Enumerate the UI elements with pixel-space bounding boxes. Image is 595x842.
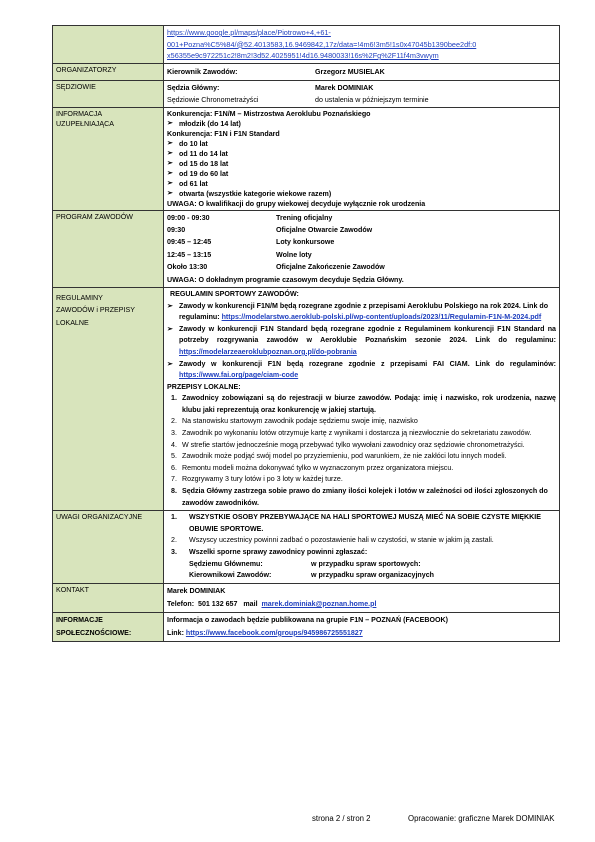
remark-sub-item [167, 570, 556, 582]
competition-info-table [52, 25, 560, 642]
local-rule-item: 4. W strefie startów jednocześnie mogą przebywać tylko wywołani zawodnicy oraz sędziowie chronometrażyści. [171, 440, 525, 449]
social-label-line: INFORMACJE [56, 615, 103, 624]
sport-rule-item [167, 324, 556, 359]
remark-text: Wszelki sporne sprawy zawodnicy powinni zgłaszać: [189, 548, 368, 556]
remark-item: 2. Wszyscy uczestnicy powinni zadbać o pozostawienie hali w czystości, w stanie w jakim ją zastali. [171, 536, 494, 545]
remark-item: 1. WSZYSTKIE OSOBY PRZEBYWAJĄCE NA HALI SPORTOWEJ MUSZĄ MIEĆ NA SOBIE CZYSTE MIĘKKIE OBUWIE SPORTOWE. [171, 513, 541, 533]
map-link-row [53, 26, 560, 64]
footer-credit: Opracowanie: graficzne Marek DOMINIAK [408, 814, 555, 823]
rules-row [53, 287, 560, 510]
sport-rule-link[interactable]: https://modelarstwo.aeroklub-polski.pl/wp-content/uploads/2023/11/Regulamin-F1N-M-2024.pdf [221, 313, 542, 322]
social-text: Informacja o zawodach będzie publikowana na grupie F1N – POZNAŃ (FACEBOOK) [167, 615, 449, 624]
social-label-line: SPOŁECZNOŚCIOWE: [56, 628, 132, 637]
local-rule-text: Zawodnik po wykonaniu lotów otrzymuje kartę z wynikami i dostarcza ją niezwłocznie do sekretariatu zawodów. [182, 429, 532, 438]
rules-label [53, 287, 164, 510]
program-event: Trening oficjalny [276, 213, 333, 222]
category-item: ➢ od 11 do 14 lat [167, 149, 556, 159]
organizer-role: Kierownik Zawodów: [167, 67, 238, 76]
program-row [53, 210, 560, 287]
local-rule-text: W strefie startów jednocześnie mogą przebywać tylko wywołani zawodnicy oraz sędziowie chronometrażyści. [182, 440, 525, 449]
remark-sub-what: w przypadku spraw organizacyjnych [311, 571, 434, 580]
local-rule-text: Zawodnicy zobowiązani są do rejestracji w biurze zawodów. Podają: imię i nazwisko, rok urodzenia, nazwę klubu jaki reprezentują oraz konkurencję w jakiej startują. [182, 394, 556, 414]
category-item: ➢ otwarta (wszystkie kategorie wiekowe razem) [167, 189, 556, 199]
program-label: PROGRAM ZAWODÓW [53, 210, 164, 287]
program-cell [164, 210, 560, 287]
sport-rule-item [167, 301, 556, 324]
local-rule-item: 2. Na stanowisku startowym zawodnik podaje sędziemu swoje imię, nazwisko [171, 417, 418, 426]
contact-email-link[interactable]: marek.dominiak@poznan.home.pl [261, 599, 377, 608]
judge-name: Marek DOMINIAK [315, 83, 374, 92]
sport-rules-title: REGULAMIN SPORTOWY ZAWODÓW: [170, 289, 299, 298]
local-rule-text: Rozgrywamy 3 tury lotów i po 3 loty w każdej turze. [182, 475, 343, 484]
program-event: Loty konkursowe [276, 238, 335, 247]
info-label-line: UZUPEŁNIAJĄCA [56, 119, 114, 128]
rules-label-line: ZAWODÓW i PRZEPISY [56, 306, 135, 315]
program-event: Oficjalne Zakończenie Zawodów [276, 263, 385, 272]
judge-name: do ustalenia w późniejszym terminie [315, 95, 429, 104]
rules-label-line: REGULAMINY [56, 293, 103, 302]
contact-label: KONTAKT [53, 583, 164, 612]
remarks-cell [164, 511, 560, 584]
judge-role: Sędzia Główny: [167, 83, 220, 92]
sport-rule-link[interactable]: https://modelarzeaeroklubpoznan.org.pl/do-pobrania [179, 347, 357, 356]
map-link-line[interactable]: https://www.google.pl/maps/place/Piotrowo+4,+61- [167, 28, 331, 37]
program-time: Około 13:30 [167, 263, 208, 272]
contact-cell [164, 583, 560, 612]
program-event: Wolne loty [276, 250, 312, 259]
info-row [53, 107, 560, 210]
remark-sub-who: Sędziemu Głównemu: [189, 559, 263, 568]
remark-text: WSZYSTKIE OSOBY PRZEBYWAJĄCE NA HALI SPORTOWEJ MUSZĄ MIEĆ NA SOBIE CZYSTE MIĘKKIE OBUWIE SPORTOWE. [189, 513, 541, 533]
local-rule-item: 1. Zawodnicy zobowiązani są do rejestracji w biurze zawodów. Podają: imię i nazwisko, rok urodzenia, nazwę klubu jaki reprezentują oraz konkurencję w jakiej startują. [171, 394, 556, 414]
program-entry [167, 224, 556, 236]
info-label [53, 107, 164, 210]
program-event: Oficjalne Otwarcie Zawodów [276, 225, 373, 234]
organizer-name: Grzegorz MUSIELAK [315, 67, 385, 76]
local-rule-text: Na stanowisku startowym zawodnik podaje sędziemu swoje imię, nazwisko [182, 417, 418, 426]
judge-role: Sędziowie Chronometrażyści [167, 95, 259, 104]
page-number: strona 2 / stron 2 [312, 814, 371, 823]
contact-phone: Telefon: 501 132 657 mail [167, 599, 262, 608]
category-item: ➢ od 15 do 18 lat [167, 159, 556, 169]
local-rule-item: 6. Remontu modeli można dokonywać tylko w wyznaczonym przez organizatora miejscu. [171, 463, 454, 472]
sport-rule-text: Zawody w konkurencji F1N Standard będą rozegrane zgodnie z Regulaminem konkurencji F1N Standard na potrzeby rozgrywania zawodów w Aeroklubie Poznańskim sezonie 2024. Link do regulaminu: [179, 324, 556, 345]
social-link-label: Link: [167, 628, 186, 637]
category-item: ➢ od 19 do 60 lat [167, 169, 556, 179]
local-rule-text: Remontu modeli można dokonywać tylko w wyznaczonym przez organizatora miejscu. [182, 463, 454, 472]
contact-row [53, 583, 560, 612]
sport-rule-item [167, 359, 556, 382]
program-entry [167, 261, 556, 273]
sport-rule-text: Zawody w konkurencji F1N/M będą rozegrane zgodnie z przepisami Aeroklubu Polskiego na rok 2024. Link do regulaminu: [179, 301, 549, 322]
remarks-label: UWAGI ORGANIZACYJNE [53, 511, 164, 584]
program-time: 09:45 – 12:45 [167, 238, 212, 247]
map-link-line[interactable]: x56355e9c972251c2!8m2!3d52.4025951!4d16.9480033!16s%2Fg%2F11f4m3vwym [167, 51, 439, 60]
local-rule-text: Zawodnik może podjąć swój model po przyziemieniu, pod warunkiem, że nie zakłóci lotu innych modeli. [182, 452, 507, 461]
sport-rule-text: Zawody w konkurencji F1N będą rozegrane zgodnie z przepisami FAI CIAM. Link do regulaminów: [179, 359, 556, 368]
contact-name: Marek DOMINIAK [167, 586, 226, 595]
program-time: 12:45 – 13:15 [167, 250, 212, 259]
organizers-row [53, 63, 560, 80]
category-item: ➢ młodzik (do 14 lat) [167, 119, 556, 129]
judges-label: SĘDZIOWIE [53, 80, 164, 107]
local-rule-item: 8. Sędzia Główny zastrzega sobie prawo do zmiany ilości kolejek i lotów w zależności od ilości zgłoszonych do zawodów zawodników. [171, 487, 548, 507]
organizers-cell [164, 63, 560, 80]
program-note: UWAGA: O dokładnym programie czasowym decyduje Sędzia Główny. [167, 275, 404, 284]
remarks-row [53, 511, 560, 584]
program-entry [167, 236, 556, 248]
rules-cell [164, 287, 560, 510]
rules-label-line: LOKALNE [56, 318, 89, 327]
category-item: ➢ do 10 lat [167, 139, 556, 149]
local-rule-item: 5. Zawodnik może podjąć swój model po przyziemieniu, pod warunkiem, że nie zakłóci lotu innych modeli. [171, 452, 507, 461]
map-link-line[interactable]: 001+Pozna%C5%84/@52.4013583,16.9469842,17z/data=!4m6!3m5!1s0x47045b1390bee2df:0 [167, 39, 477, 49]
program-time: 09:30 [167, 225, 186, 234]
organizers-label: ORGANIZATORZY [53, 63, 164, 80]
info-cell [164, 107, 560, 210]
map-link-label-cell [53, 26, 164, 64]
social-row [53, 612, 560, 641]
sport-rule-link[interactable]: https://www.fai.org/page/ciam-code [179, 371, 299, 380]
local-rule-text: Sędzia Główny zastrzega sobie prawo do zmiany ilości kolejek i lotów w zależności od ilości zgłoszonych do zawodów zawodników. [182, 487, 548, 507]
info-title: Konkurencja: F1N i F1N Standard [167, 129, 280, 138]
judges-row [53, 80, 560, 107]
social-cell [164, 612, 560, 641]
local-rule-item: 3. Zawodnik po wykonaniu lotów otrzymuje kartę z wynikami i dostarcza ją niezwłocznie do sekretariatu zawodów. [171, 429, 532, 438]
remark-sub-what: w przypadku spraw sportowych: [311, 559, 421, 568]
info-label-line: INFORMACJA [56, 109, 103, 118]
social-label [53, 612, 164, 641]
remark-sub-item [167, 559, 556, 571]
local-rules-title: PRZEPISY LOKALNE: [167, 382, 241, 391]
category-item: ➢ od 61 lat [167, 179, 556, 189]
judges-cell [164, 80, 560, 107]
info-title: Konkurencja: F1N/M – Mistrzostwa Aeroklubu Poznańskiego [167, 109, 371, 118]
contact-line [167, 598, 556, 611]
program-entry [167, 249, 556, 261]
program-entry [167, 212, 556, 224]
remark-sub-who: Kierownikowi Zawodów: [189, 571, 272, 580]
program-time: 09:00 - 09:30 [167, 213, 210, 222]
local-rule-item: 7. Rozgrywamy 3 tury lotów i po 3 loty w każdej turze. [171, 475, 343, 484]
facebook-link[interactable]: https://www.facebook.com/groups/945986725551827 [185, 628, 363, 637]
map-link-cell [164, 26, 560, 64]
remark-item: 3. Wszelki sporne sprawy zawodnicy powinni zgłaszać: [171, 548, 368, 556]
info-note: UWAGA: O kwalifikacji do grupy wiekowej decyduje wyłącznie rok urodzenia [167, 199, 426, 208]
remark-text: Wszyscy uczestnicy powinni zadbać o pozostawienie hali w czystości, w stanie w jakim ją zastali. [189, 536, 494, 545]
social-link-line [167, 627, 556, 640]
